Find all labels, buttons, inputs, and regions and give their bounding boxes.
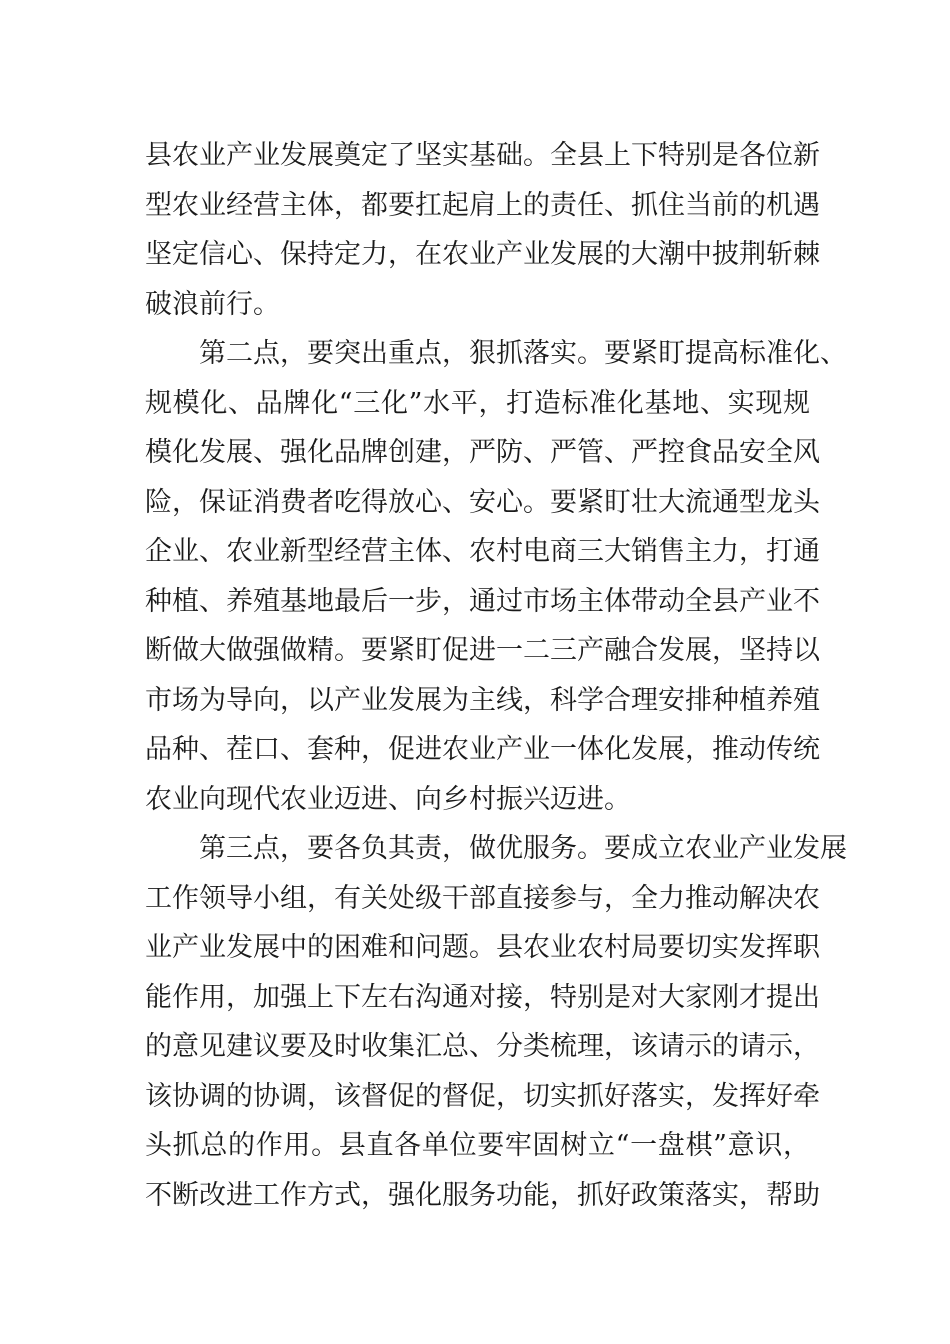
text-line: 种植、养殖基地最后一步，通过市场主体带动全县产业不 (145, 585, 820, 617)
text-line: 不断改进工作方式，强化服务功能，抓好政策落实，帮助 (145, 1179, 820, 1211)
paragraph-3 (145, 824, 847, 1220)
text-line: 品种、茬口、套种，促进农业产业一体化发展，推动传统 (145, 734, 820, 765)
text-line: 第三点，要各负其责，做优服务。要成立农业产业发展 (199, 833, 847, 864)
paragraph-1 (145, 131, 820, 329)
text-line: 市场为导向，以产业发展为主线，科学合理安排种植养殖 (145, 684, 820, 716)
text-line: 企业、农业新型经营主体、农村电商三大销售主力，打通 (145, 536, 820, 567)
text-line: 的意见建议要及时收集汇总、分类梳理，该请示的请示， (145, 1031, 820, 1062)
text-line: 能作用，加强上下左右沟通对接，特别是对大家刚才提出 (145, 981, 820, 1013)
text-line: 型农业经营主体，都要扛起肩上的责任、抓住当前的机遇 (145, 189, 820, 221)
text-line: 险，保证消费者吃得放心、安心。要紧盯壮大流通型龙头 (145, 486, 820, 518)
text-line: 模化发展、强化品牌创建，严防、严管、严控食品安全风 (145, 437, 820, 468)
text-line: 头抓总的作用。县直各单位要牢固树立“一盘棋”意识， (145, 1130, 810, 1161)
text-line: 农业向现代农业迈进、向乡村振兴迈进。 (145, 783, 631, 815)
text-line: 坚定信心、保持定力，在农业产业发展的大潮中披荆斩棘 (145, 239, 820, 270)
text-line: 该协调的协调，该督促的督促，切实抓好落实，发挥好牵 (145, 1080, 820, 1112)
text-line: 规模化、品牌化“三化”水平，打造标准化基地、实现规 (145, 387, 810, 419)
paragraph-2 (145, 329, 847, 824)
text-line: 断做大做强做精。要紧盯促进一二三产融合发展，坚持以 (145, 635, 820, 666)
text-line: 破浪前行。 (145, 288, 280, 320)
text-line: 县农业产业发展奠定了坚实基础。全县上下特别是各位新 (145, 140, 820, 171)
document-body (145, 131, 847, 1220)
text-line: 业产业发展中的困难和问题。县农业农村局要切实发挥职 (145, 932, 820, 963)
text-line: 工作领导小组，有关处级干部直接参与，全力推动解决农 (145, 882, 820, 914)
text-line: 第二点，要突出重点，狠抓落实。要紧盯提高标准化、 (199, 338, 847, 369)
